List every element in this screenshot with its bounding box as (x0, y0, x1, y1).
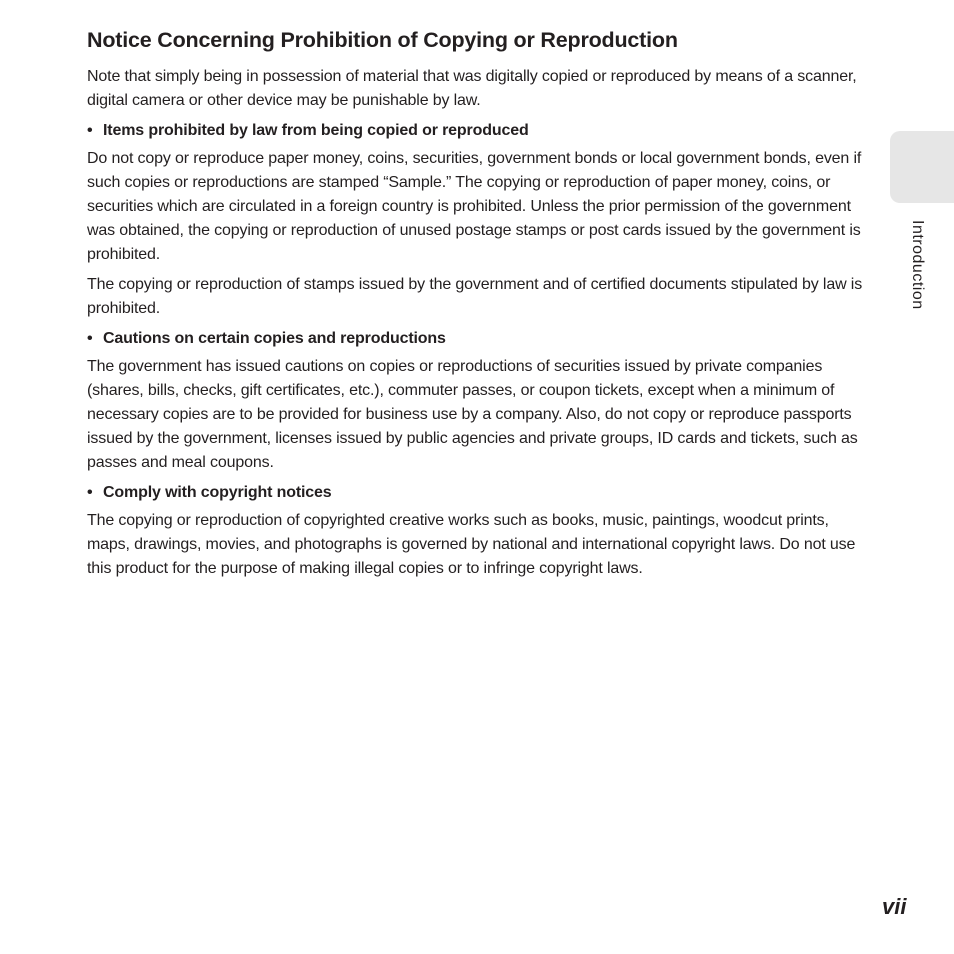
bullet: • (87, 330, 93, 347)
intro-paragraph: Note that simply being in possession of material that was digitally copied or reproduced by means of a scanner, digital camera or other device may be punishable by law. (87, 68, 857, 109)
section-label: Introduction (909, 220, 926, 310)
section-paragraph: Do not copy or reproduce paper money, coins, securities, government bonds or local government bonds, even if such copies or reproductions are stamped “Sample.” The copying or reproduction of paper money, coins, or securities which are circulated in a foreign country is prohibited. Unless the prior permission of the government was obtained, the copying or reproduction of unused postage stamps or post cards issued by the government is prohibited. (87, 150, 862, 263)
section-paragraph: The government has issued cautions on copies or reproductions of securities issued by private companies (shares, bills, checks, gift certificates, etc.), commuter passes, or coupon tickets, except when a minimum of necessary copies are to be provided for business use by a company. Also, do not copy or reproduce passports issued by the government, licenses issued by public agencies and private groups, ID cards and tickets, such as passes and meal coupons. (87, 358, 858, 471)
section-heading-copyright: • Comply with copyright notices (87, 481, 867, 505)
section-paragraph: The copying or reproduction of copyrighted creative works such as books, music, paintings, woodcut prints, maps, drawings, movies, and photographs is governed by national and international copyright laws. Do not use this product for the purpose of making illegal copies or to infringe copyright laws. (87, 512, 856, 577)
bullet: • (87, 122, 93, 139)
section-paragraph: The copying or reproduction of stamps issued by the government and of certified documents stipulated by law is prohibited. (87, 276, 863, 317)
section-heading-cautions: • Cautions on certain copies and reproductions (87, 327, 867, 351)
bullet: • (87, 484, 93, 501)
section-heading-prohibited-items: • Items prohibited by law from being copied or reproduced (87, 119, 867, 143)
section-tab (890, 131, 954, 203)
page-title: Notice Concerning Prohibition of Copying or Reproduction (87, 28, 678, 52)
page-number: vii (882, 894, 907, 919)
page-content (87, 26, 867, 587)
